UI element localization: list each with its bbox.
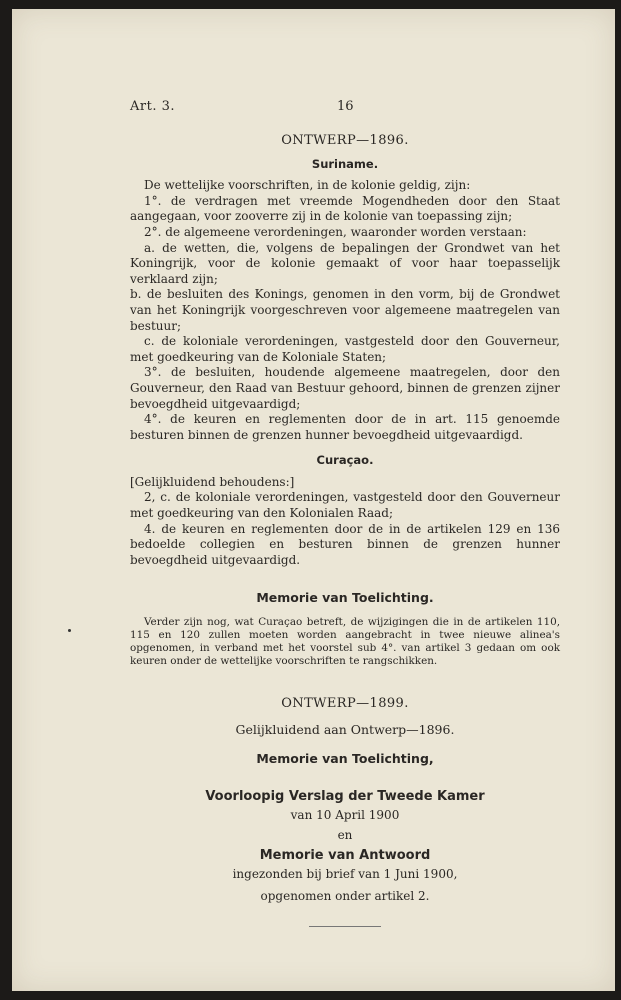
paragraph: b. de besluiten des Konings, genomen in den vorm, bij de Grondwet van het Koningrijk voorgeschreven voor algemeene maatregelen van bestuur; (130, 287, 560, 333)
ontwerp-1899-title: ONTWERP—1899. (281, 696, 409, 712)
ingezonden-line: ingezonden bij brief van 1 Juni 1900, (232, 867, 458, 882)
document-page (12, 9, 615, 991)
paragraph: [Gelijkluidend behoudens:] (130, 474, 295, 489)
ontwerp-1896-title: ONTWERP—1896. (281, 133, 409, 148)
paragraph: De wettelijke voorschriften, in de kolonie geldig, zijn: (144, 178, 471, 193)
article-ref: Art. 3. (130, 99, 175, 114)
page-text (130, 99, 560, 927)
paragraph: c. de koloniale verordeningen, vastgesteld door den Gouverneur, met goedkeuring van de Koloniale Staten; (130, 334, 560, 364)
opgenomen-line: opgenomen onder artikel 2. (260, 888, 430, 903)
suriname-heading: Suriname. (311, 156, 379, 171)
gelijkluidend-line: Gelijkluidend aan Ontwerp—1896. (235, 721, 455, 737)
page-number: 16 (337, 99, 354, 114)
verslag-heading: Voorloopig Verslag der Tweede Kamer (205, 788, 485, 804)
ink-speck (68, 629, 71, 632)
antwoord-heading: Memorie van Antwoord (259, 847, 431, 863)
memorie-heading: Memorie van Toelichting. (256, 590, 434, 606)
curacao-heading: Curaçao. (316, 453, 374, 468)
paragraph: 4°. de keuren en reglementen door de in art. 115 genoemde besturen binnen de grenzen hunner bevoegdheid uitgevaardigd. (130, 412, 560, 442)
memorie-text: Verder zijn nog, wat Curaçao betreft, de wijzigingen die in de artikelen 110, 115 en 120 zullen moeten worden aangebracht in twee nieuwe alinea's opgenomen, in verband met het voorstel sub 4°. van artikel 3 gedaan om ook keuren onder de wettelijke voorschriften te rangschikken. (130, 616, 560, 668)
paragraph: a. de wetten, die, volgens de bepalingen der Grondwet van het Koningrijk, voor de kolonie gemaakt of voor haar toepasselijk verklaard zijn; (130, 240, 560, 286)
paragraph: 4. de keuren en reglementen door de in de artikelen 129 en 136 bedoelde collegien en besturen binnen de grenzen hunner bevoegdheid uitgevaardigd. (130, 521, 560, 567)
running-header (130, 99, 560, 117)
verslag-date: van 10 April 1900 (290, 808, 400, 823)
paragraph: 2°. de algemeene verordeningen, waaronder worden verstaan: (144, 224, 527, 239)
closing-rule (309, 926, 381, 927)
memorie-heading-2: Memorie van Toelichting, (256, 751, 434, 767)
paragraph: 3°. de besluiten, houdende algemeene maatregelen, door den Gouverneur, den Raad van Bestuur gehoord, binnen de grenzen zijner bevoegdheid uitgevaardigd; (130, 365, 560, 411)
paragraph: 2, c. de koloniale verordeningen, vastgesteld door den Gouverneur met goedkeuring van den Kolonialen Raad; (130, 490, 560, 521)
paragraph: 1°. de verdragen met vreemde Mogendheden door den Staat aangegaan, voor zooverre zij in de kolonie van toepassing zijn; (130, 193, 560, 224)
en-line: en (337, 828, 353, 842)
